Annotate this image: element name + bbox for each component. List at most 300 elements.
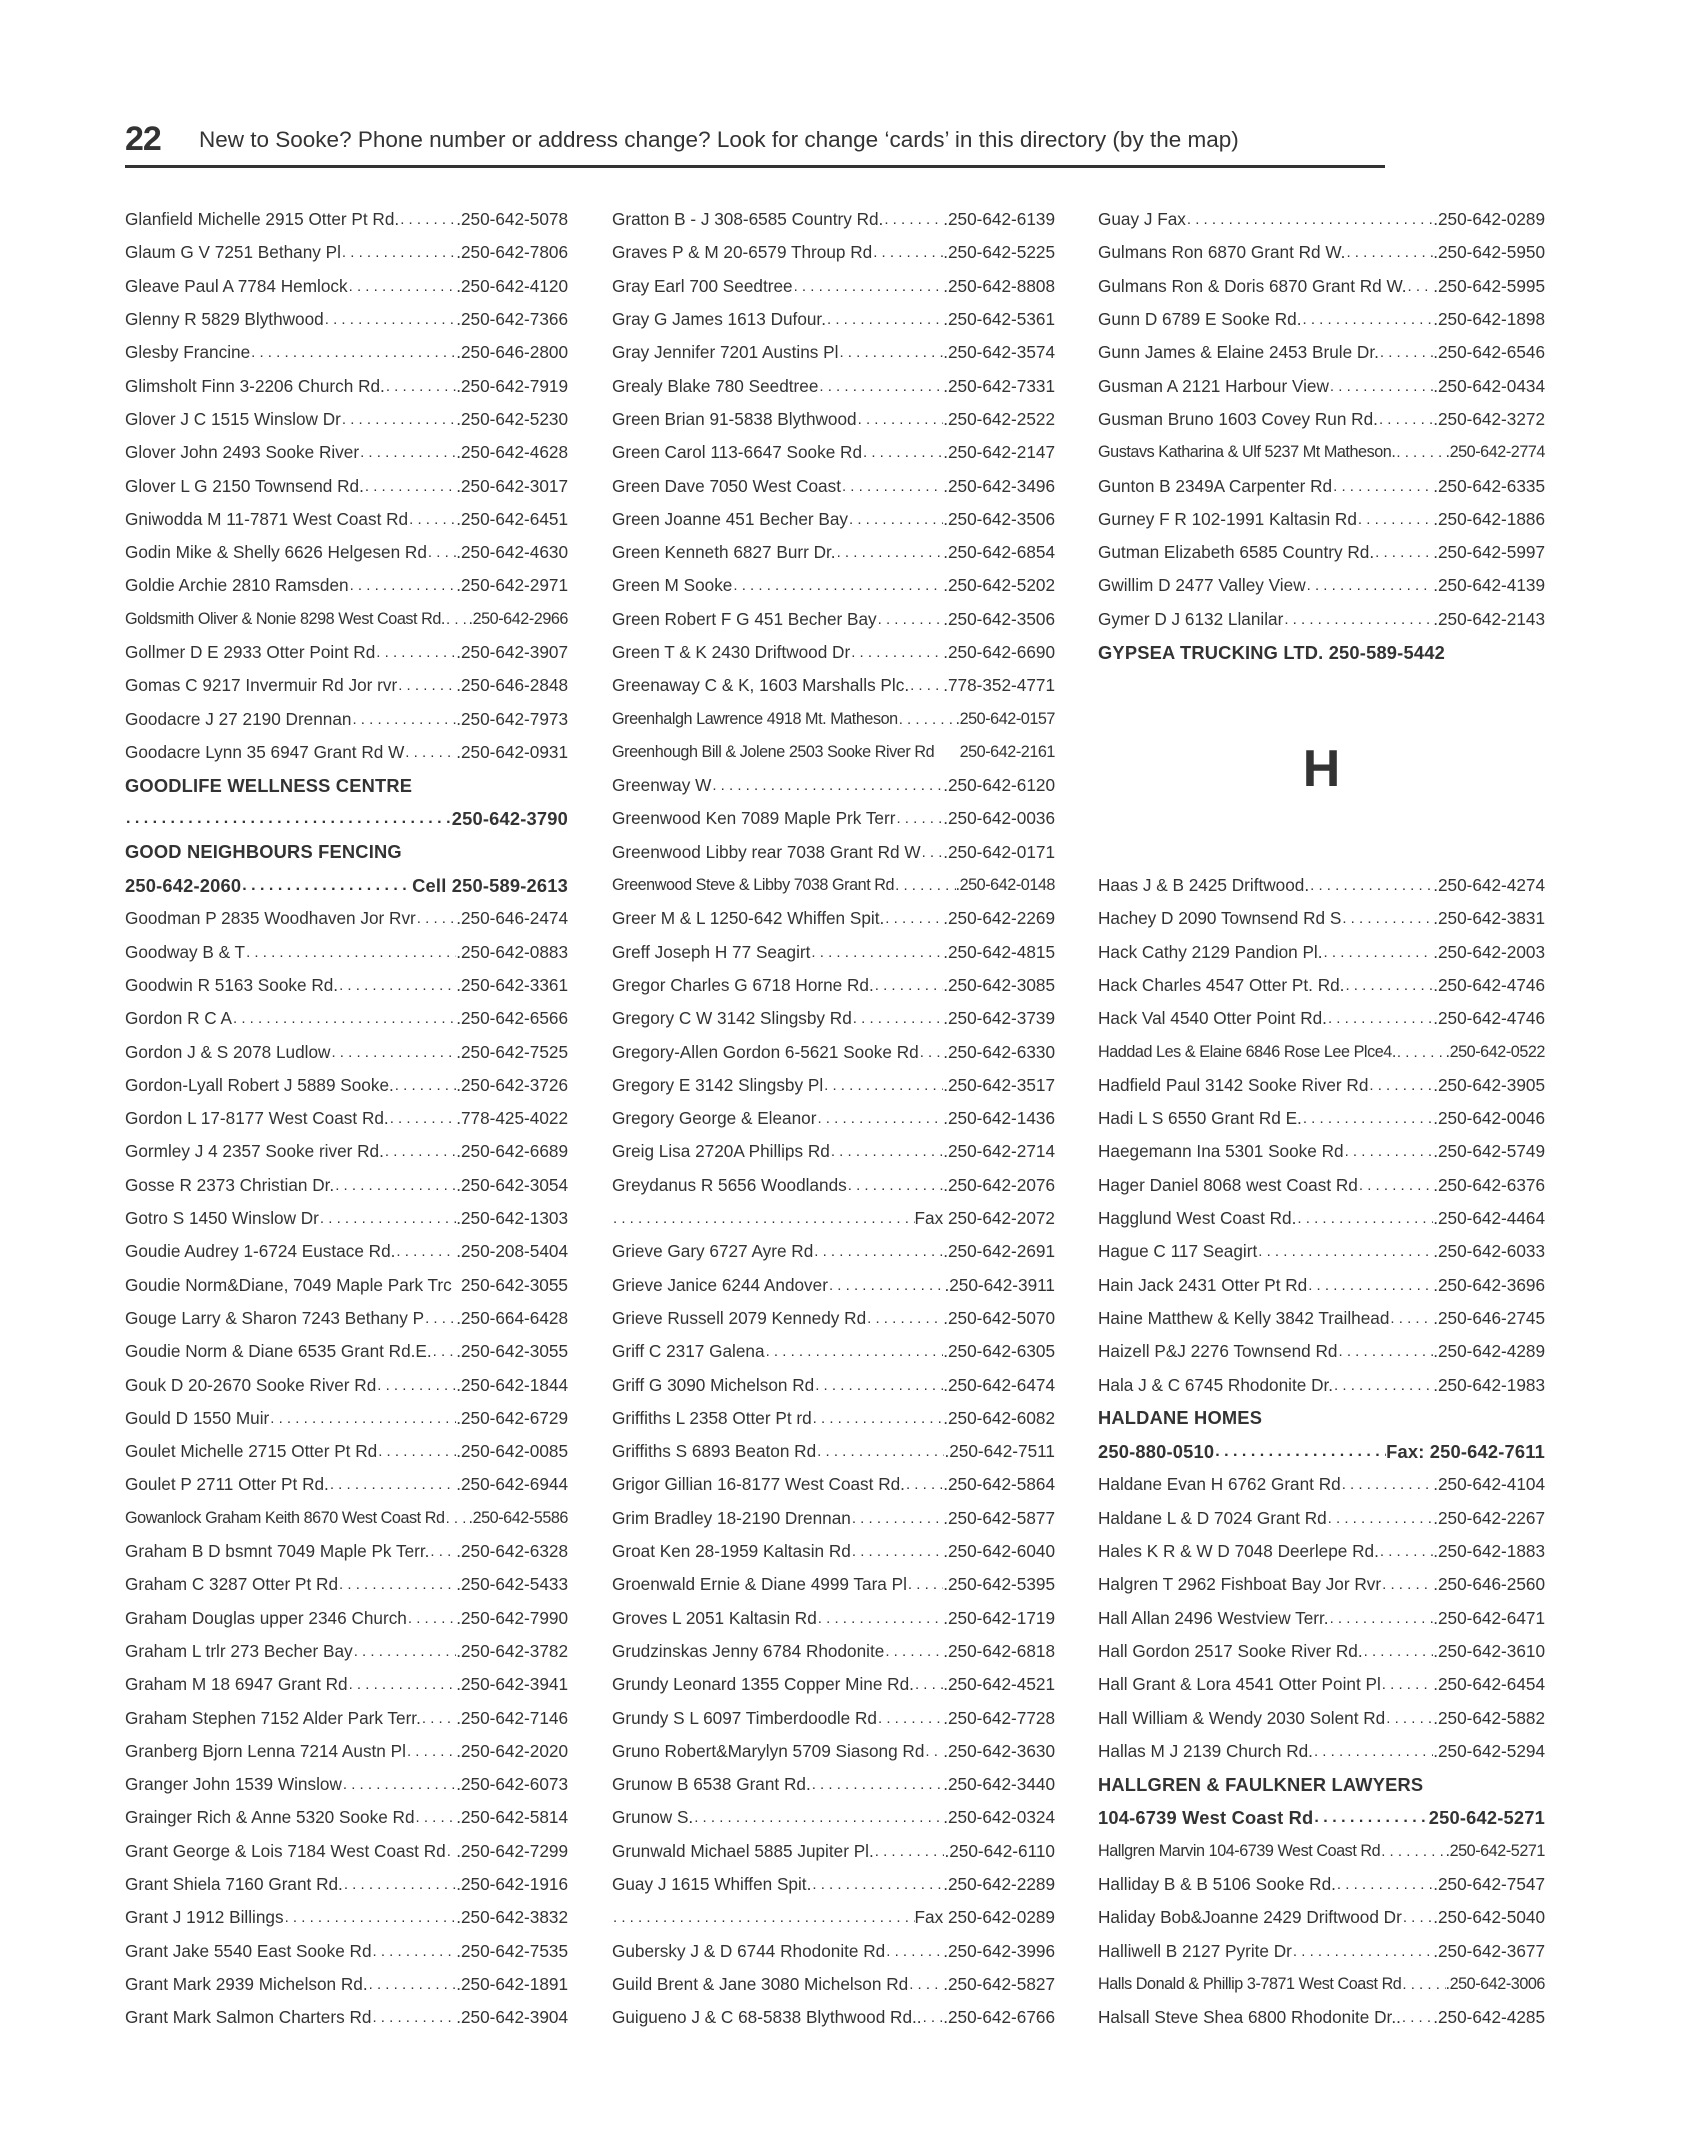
directory-listing bbox=[125, 1735, 568, 1768]
directory-listing bbox=[125, 1535, 568, 1568]
listing-phone: .250-642-6474 bbox=[943, 1374, 1055, 1395]
listing-name: Granberg Bjorn Lenna 7214 Austn Pl bbox=[125, 1740, 406, 1761]
listing-name: Greydanus R 5656 Woodlands bbox=[612, 1174, 847, 1195]
directory-listing bbox=[125, 1868, 568, 1901]
listing-name: Gowanlock Graham Keith 8670 West Coast Rd bbox=[125, 1508, 445, 1527]
listing-phone: .250-642-7146 bbox=[456, 1707, 568, 1728]
directory-listing bbox=[1098, 603, 1545, 636]
directory-listing bbox=[612, 1835, 1055, 1868]
dot-leader bbox=[1257, 1243, 1433, 1260]
directory-listing bbox=[125, 2001, 568, 2034]
listing-name: Hain Jack 2431 Otter Pt Rd bbox=[1098, 1274, 1308, 1295]
directory-listing bbox=[125, 1601, 568, 1634]
listing-phone: .250-642-3677 bbox=[1433, 1940, 1545, 1961]
listing-name: Greenaway C & K, 1603 Marshalls Plc. bbox=[612, 675, 910, 696]
listing-name: Graham Douglas upper 2346 Church bbox=[125, 1607, 407, 1628]
listing-name: Grigor Gillian 16-8177 West Coast Rd. bbox=[612, 1474, 905, 1495]
listing-name: Grieve Russell 2079 Kennedy Rd bbox=[612, 1307, 867, 1328]
listing-phone: .250-642-3085 bbox=[943, 974, 1055, 995]
directory-listing bbox=[1098, 536, 1545, 569]
dot-leader bbox=[232, 1010, 456, 1027]
listing-name: Hall William & Wendy 2030 Solent Rd bbox=[1098, 1707, 1386, 1728]
listing-name: Guigueno J & C 68-5838 Blythwood Rd.. bbox=[612, 2007, 922, 2028]
listing-name: Grunwald Michael 5885 Jupiter Pl. bbox=[612, 1840, 874, 1861]
listing-name: Haegemann Ina 5301 Sooke Rd bbox=[1098, 1141, 1344, 1162]
dot-leader bbox=[1302, 311, 1434, 328]
listing-name: Glaum G V 7251 Bethany Pl bbox=[125, 242, 341, 263]
listing-name: Gomas C 9217 Invermuir Rd Jor rvr bbox=[125, 675, 398, 696]
listing-name: Green T & K 2430 Driftwood Dr bbox=[612, 642, 851, 662]
listing-name: Godin Mike & Shelly 6626 Helgesen Rd bbox=[125, 542, 427, 563]
listing-phone: .250-642-7331 bbox=[943, 375, 1055, 396]
dot-leader bbox=[1374, 544, 1433, 561]
directory-listing bbox=[612, 1135, 1055, 1168]
listing-name: Goulet Michelle 2715 Otter Pt Rd bbox=[125, 1441, 378, 1462]
dot-leader bbox=[1385, 1710, 1433, 1727]
listing-phone: .250-642-4139 bbox=[1433, 575, 1545, 596]
dot-leader bbox=[924, 1743, 943, 1760]
listing-phone: .250-642-5361 bbox=[943, 309, 1055, 330]
listing-phone: .250-642-4746 bbox=[1433, 974, 1545, 995]
listing-name: Hack Charles 4547 Otter Pt. Rd. bbox=[1098, 974, 1345, 995]
listing-name: Goodacre Lynn 35 6947 Grant Rd W bbox=[125, 741, 405, 762]
listing-phone: .250-642-3006 bbox=[1445, 1974, 1545, 1993]
dot-leader bbox=[446, 1843, 457, 1860]
dot-leader bbox=[1401, 1976, 1445, 1993]
dot-leader bbox=[384, 1143, 456, 1160]
directory-listing bbox=[125, 636, 568, 669]
directory-listing bbox=[125, 1368, 568, 1401]
listing-phone: .250-642-0085 bbox=[456, 1441, 568, 1462]
directory-listing bbox=[612, 1701, 1055, 1734]
listing-name: Goudie Norm & Diane 6535 Grant Rd.E. bbox=[125, 1341, 432, 1362]
listing-name: Gregor Charles G 6718 Horne Rd. bbox=[612, 974, 874, 995]
listing-name: Haizell P&J 2276 Townsend Rd bbox=[1098, 1341, 1338, 1362]
listing-name: Grainger Rich & Anne 5320 Sooke Rd bbox=[125, 1807, 415, 1828]
listing-phone: .250-642-4285 bbox=[1433, 2007, 1545, 2028]
listing-phone: .250-642-0148 bbox=[955, 876, 1055, 895]
listing-phone: .250-642-2076 bbox=[943, 1174, 1055, 1195]
listing-phone: .250-642-0046 bbox=[1433, 1108, 1545, 1129]
directory-listing bbox=[125, 969, 568, 1002]
directory-listing bbox=[1098, 1668, 1545, 1701]
listing-phone: .250-642-5749 bbox=[1433, 1141, 1545, 1162]
listing-phone: .250-642-7806 bbox=[456, 242, 568, 263]
dot-leader bbox=[877, 1710, 943, 1727]
dot-leader bbox=[348, 1676, 457, 1693]
dot-leader bbox=[1380, 1843, 1445, 1860]
dot-leader bbox=[838, 344, 943, 361]
listing-phone: .250-642-3574 bbox=[943, 342, 1055, 363]
listing-name: Haas J & B 2425 Driftwood. bbox=[1098, 875, 1310, 896]
dot-leader bbox=[125, 810, 452, 828]
listing-name: Grant Shiela 7160 Grant Rd. bbox=[125, 1873, 343, 1894]
listing-phone: .250-642-2267 bbox=[1433, 1507, 1545, 1528]
directory-listing bbox=[125, 469, 568, 502]
listing-phone: .250-642-5225 bbox=[943, 242, 1055, 263]
dot-leader bbox=[1292, 1943, 1433, 1960]
dot-leader bbox=[385, 378, 456, 395]
directory-listing bbox=[612, 1202, 1055, 1235]
directory-listing bbox=[612, 902, 1055, 935]
directory-column-1 bbox=[125, 203, 568, 2034]
listing-name: 250-880-0510 bbox=[1098, 1440, 1215, 1462]
dot-leader bbox=[1402, 1909, 1433, 1926]
directory-listing bbox=[1098, 1901, 1545, 1934]
directory-listing bbox=[612, 869, 1055, 902]
listing-name: Hachey D 2090 Townsend Rd S bbox=[1098, 908, 1342, 929]
listing-phone: .250-646-2560 bbox=[1433, 1574, 1545, 1595]
section-letter-heading: H bbox=[1302, 740, 1341, 799]
listing-name: Gotro S 1450 Winslow Dr bbox=[125, 1208, 319, 1229]
dot-leader bbox=[330, 1044, 456, 1061]
directory-listing bbox=[612, 436, 1055, 469]
dot-leader bbox=[416, 910, 456, 927]
directory-listing bbox=[125, 1135, 568, 1168]
listing-phone: .250-642-6566 bbox=[456, 1008, 568, 1029]
dot-leader bbox=[284, 1909, 457, 1926]
listing-name: Hager Daniel 8068 west Coast Rd bbox=[1098, 1174, 1358, 1195]
listing-phone: .250-642-1898 bbox=[1433, 309, 1545, 330]
directory-listing bbox=[612, 1102, 1055, 1135]
dot-leader bbox=[407, 1610, 456, 1627]
listing-name: Grudzinskas Jenny 6784 Rhodonite bbox=[612, 1640, 885, 1661]
listing-name: Grieve Gary 6727 Ayre Rd bbox=[612, 1241, 814, 1262]
directory-listing bbox=[612, 569, 1055, 602]
directory-listing bbox=[1098, 203, 1545, 236]
directory-listing bbox=[612, 1368, 1055, 1401]
dot-leader bbox=[908, 1976, 943, 1993]
listing-name: Hala J & C 6745 Rhodonite Dr. bbox=[1098, 1374, 1334, 1395]
listing-name: Gordon L 17-8177 West Coast Rd. bbox=[125, 1108, 389, 1129]
listing-name: Glover John 2493 Sooke River bbox=[125, 442, 360, 463]
dot-leader bbox=[847, 1177, 943, 1194]
dot-leader bbox=[919, 1044, 944, 1061]
listing-name: Grant J 1912 Billings bbox=[125, 1907, 284, 1928]
directory-listing bbox=[612, 1934, 1055, 1967]
dot-leader bbox=[884, 910, 943, 927]
directory-listing bbox=[125, 436, 568, 469]
dot-leader bbox=[359, 444, 456, 461]
listing-phone: .250-642-7535 bbox=[456, 1940, 568, 1961]
listing-phone: .250-642-6328 bbox=[456, 1541, 568, 1562]
listing-phone: .250-642-5078 bbox=[456, 209, 568, 230]
listing-name: Green Dave 7050 West Coast bbox=[612, 475, 841, 496]
directory-listing bbox=[125, 1035, 568, 1068]
listing-phone: .250-642-6689 bbox=[456, 1141, 568, 1162]
directory-listing bbox=[1098, 936, 1545, 969]
listing-phone: .250-642-3272 bbox=[1433, 408, 1545, 429]
dot-leader bbox=[1336, 1876, 1433, 1893]
listing-phone: .250-642-3496 bbox=[943, 475, 1055, 496]
listing-name: Gouge Larry & Sharon 7243 Bethany P bbox=[125, 1307, 425, 1328]
listing-name: Greenwood Ken 7089 Maple Prk Terr bbox=[612, 808, 896, 829]
business-listing bbox=[125, 836, 568, 869]
listing-phone: .250-642-3055 bbox=[456, 1341, 568, 1362]
directory-listing bbox=[1098, 1368, 1545, 1401]
listing-phone: .250-642-3782 bbox=[456, 1640, 568, 1661]
listing-phone: .250-642-0931 bbox=[456, 741, 568, 762]
listing-name: Haddad Les & Elaine 6846 Rose Lee Plce4. bbox=[1098, 1042, 1396, 1061]
dot-leader bbox=[1341, 1476, 1434, 1493]
dot-leader bbox=[811, 1876, 943, 1893]
directory-listing bbox=[1098, 1269, 1545, 1302]
dot-leader bbox=[862, 444, 943, 461]
directory-listing bbox=[125, 303, 568, 336]
listing-phone: .250-642-8808 bbox=[943, 275, 1055, 296]
directory-listing bbox=[612, 936, 1055, 969]
directory-listing bbox=[612, 1069, 1055, 1102]
dot-leader bbox=[1329, 378, 1433, 395]
directory-listing bbox=[1098, 1202, 1545, 1235]
listing-name: Grant Jake 5540 East Sooke Rd bbox=[125, 1940, 372, 1961]
directory-listing bbox=[125, 503, 568, 536]
directory-listing bbox=[1098, 336, 1545, 369]
listing-name: Greenwood Libby rear 7038 Grant Rd W bbox=[612, 841, 921, 862]
listing-phone: .250-642-3440 bbox=[943, 1774, 1055, 1795]
dot-leader bbox=[1214, 1443, 1386, 1461]
listing-phone: .250-642-0883 bbox=[456, 941, 568, 962]
directory-listing bbox=[612, 1302, 1055, 1335]
dot-leader bbox=[612, 1909, 915, 1926]
directory-listing bbox=[612, 1502, 1055, 1535]
listing-name: Gulmans Ron 6870 Grant Rd W. bbox=[1098, 242, 1346, 263]
directory-listing bbox=[125, 236, 568, 269]
listing-phone: .250-642-5882 bbox=[1433, 1707, 1545, 1728]
directory-listing bbox=[125, 1069, 568, 1102]
listing-phone: .250-642-1844 bbox=[456, 1374, 568, 1395]
listing-phone: .250-642-2003 bbox=[1433, 941, 1545, 962]
dot-leader bbox=[1309, 877, 1433, 894]
business-listing bbox=[1098, 1801, 1545, 1834]
listing-name: Goodway B & T bbox=[125, 941, 246, 962]
directory-listing bbox=[125, 1235, 568, 1268]
listing-phone: .250-642-6335 bbox=[1433, 475, 1545, 496]
directory-listing bbox=[125, 1335, 568, 1368]
dot-leader bbox=[348, 278, 457, 295]
listing-phone: .250-642-7511 bbox=[944, 1441, 1055, 1462]
listing-name: Graves P & M 20-6579 Throup Rd bbox=[612, 242, 873, 263]
dot-leader bbox=[905, 1476, 943, 1493]
directory-listing bbox=[612, 236, 1055, 269]
directory-listing bbox=[612, 802, 1055, 835]
header-notice: New to Sooke? Phone number or address change? Look for change ‘cards’ in this directory (by the map) bbox=[199, 127, 1239, 152]
listing-phone: .250-642-1891 bbox=[456, 1973, 568, 1994]
directory-listing bbox=[125, 1635, 568, 1668]
listing-phone: .250-642-4464 bbox=[1433, 1208, 1545, 1229]
dot-leader bbox=[811, 1776, 943, 1793]
listing-phone: .250-642-7728 bbox=[943, 1707, 1055, 1728]
listing-name: Grundy Leonard 1355 Copper Mine Rd. bbox=[612, 1674, 914, 1695]
directory-listing bbox=[1098, 2001, 1545, 2034]
listing-phone: .250-642-4746 bbox=[1433, 1008, 1545, 1029]
listing-name: Gruno Robert&Marylyn 5709 Siasong Rd bbox=[612, 1740, 925, 1761]
listing-name: Gray Earl 700 Seedtree bbox=[612, 275, 793, 296]
directory-listing bbox=[612, 603, 1055, 636]
dot-leader bbox=[851, 1510, 943, 1527]
directory-listing bbox=[125, 1968, 568, 2001]
dot-leader bbox=[1395, 444, 1445, 461]
business-listing bbox=[1098, 1768, 1545, 1801]
listing-name: Gregory-Allen Gordon 6-5621 Sooke Rd bbox=[612, 1041, 919, 1062]
directory-listing bbox=[125, 403, 568, 436]
listing-phone: .250-642-0522 bbox=[1445, 1042, 1545, 1061]
listing-name: Graham M 18 6947 Grant Rd bbox=[125, 1674, 348, 1695]
dot-leader bbox=[814, 1377, 943, 1394]
directory-listing bbox=[125, 1801, 568, 1834]
listing-phone: .250-642-6546 bbox=[1433, 342, 1545, 363]
listing-phone: .250-642-7919 bbox=[456, 375, 568, 396]
dot-leader bbox=[836, 544, 944, 561]
dot-leader bbox=[376, 1377, 456, 1394]
directory-listing bbox=[612, 1002, 1055, 1035]
dot-leader bbox=[1401, 2009, 1433, 2026]
dot-leader bbox=[852, 1010, 943, 1027]
directory-listing bbox=[1098, 503, 1545, 536]
listing-name: Hagglund West Coast Rd. bbox=[1098, 1208, 1297, 1229]
listing-phone: .250-642-1303 bbox=[456, 1208, 568, 1229]
dot-leader bbox=[1358, 1177, 1433, 1194]
listing-phone: .250-642-2147 bbox=[943, 442, 1055, 463]
listing-phone: .250-642-5040 bbox=[1433, 1907, 1545, 1928]
dot-leader bbox=[826, 311, 943, 328]
listing-phone: 250-642-3790 bbox=[451, 807, 568, 829]
listing-name: Gusman A 2121 Harbour View bbox=[1098, 375, 1329, 396]
directory-listing bbox=[612, 369, 1055, 402]
directory-listing bbox=[612, 702, 1055, 735]
listing-phone: .250-642-5995 bbox=[1433, 275, 1545, 296]
directory-listing bbox=[125, 669, 568, 702]
dot-leader bbox=[810, 944, 943, 961]
listing-phone: .250-642-6305 bbox=[943, 1341, 1055, 1362]
dot-leader bbox=[1389, 1310, 1433, 1327]
listing-phone: .250-646-2745 bbox=[1433, 1307, 1545, 1328]
directory-listing bbox=[125, 702, 568, 735]
dot-leader bbox=[1306, 577, 1434, 594]
dot-leader bbox=[1396, 1044, 1446, 1061]
directory-listing bbox=[1098, 1635, 1545, 1668]
listing-phone: .250-642-5271 bbox=[1445, 1841, 1545, 1860]
listing-name: Halsall Steve Shea 6800 Rhodonite Dr.. bbox=[1098, 2007, 1401, 2028]
listing-name: Gustavs Katharina & Ulf 5237 Mt Matheson. bbox=[1098, 443, 1396, 462]
dot-leader bbox=[351, 711, 456, 728]
listing-phone: .250-642-4521 bbox=[943, 1674, 1055, 1695]
dot-leader bbox=[1333, 1377, 1433, 1394]
directory-listing bbox=[1098, 1302, 1545, 1335]
listing-name: Guay J 1615 Whiffen Spit. bbox=[612, 1873, 812, 1894]
dot-leader bbox=[817, 1610, 943, 1627]
directory-listing bbox=[612, 1668, 1055, 1701]
dot-leader bbox=[1344, 1143, 1434, 1160]
listing-phone: .250-642-2691 bbox=[943, 1241, 1055, 1262]
directory-listing bbox=[1098, 969, 1545, 1002]
dot-leader bbox=[711, 777, 943, 794]
listing-name: Green Carol 113-6647 Sooke Rd bbox=[612, 442, 863, 463]
listing-name: Gordon-Lyall Robert J 5889 Sooke. bbox=[125, 1074, 394, 1095]
listing-phone: .250-642-6454 bbox=[1433, 1674, 1545, 1695]
dot-leader bbox=[732, 577, 943, 594]
listing-phone: 250-642-3055 bbox=[460, 1274, 568, 1295]
dot-leader bbox=[857, 411, 944, 428]
dot-leader bbox=[395, 1243, 456, 1260]
directory-listing bbox=[1098, 1835, 1545, 1868]
dot-leader bbox=[1345, 244, 1433, 261]
listing-name: Grim Bradley 18-2190 Drennan bbox=[612, 1507, 851, 1528]
listing-name: Hall Grant & Lora 4541 Otter Point Pl bbox=[1098, 1674, 1381, 1695]
listing-name: Glover L G 2150 Townsend Rd. bbox=[125, 475, 364, 496]
dot-leader bbox=[334, 1177, 456, 1194]
listing-phone: .250-642-4104 bbox=[1433, 1474, 1545, 1495]
listing-name: Hallgren Marvin 104-6739 West Coast Rd bbox=[1098, 1841, 1381, 1860]
directory-listing bbox=[125, 1169, 568, 1202]
directory-listing bbox=[125, 1269, 568, 1302]
dot-leader bbox=[877, 611, 944, 628]
listing-phone: .250-642-6451 bbox=[456, 508, 568, 529]
listing-name: Hague C 117 Seagirt bbox=[1098, 1241, 1258, 1262]
listing-phone: .778-425-4022 bbox=[456, 1108, 568, 1129]
listing-name: Gray Jennifer 7201 Austins Pl bbox=[612, 342, 839, 363]
listing-phone: .250-642-0434 bbox=[1433, 375, 1545, 396]
listing-phone: .250-642-5997 bbox=[1433, 542, 1545, 563]
listing-phone: .250-642-5950 bbox=[1433, 242, 1545, 263]
listing-phone: .250-642-7525 bbox=[456, 1041, 568, 1062]
listing-name: Halliwell B 2127 Pyrite Dr bbox=[1098, 1940, 1292, 1961]
listing-phone: .250-642-4289 bbox=[1433, 1341, 1545, 1362]
listing-name: 250-642-2060 bbox=[125, 874, 242, 896]
directory-listing bbox=[1098, 236, 1545, 269]
dot-leader bbox=[883, 211, 943, 228]
listing-name: Gwillim D 2477 Valley View bbox=[1098, 575, 1306, 596]
listing-name: Goulet P 2711 Otter Pt Rd. bbox=[125, 1474, 329, 1495]
header-divider bbox=[125, 165, 1385, 168]
directory-listing bbox=[125, 1202, 568, 1235]
directory-listing bbox=[1098, 1601, 1545, 1634]
listing-phone: .250-642-6139 bbox=[943, 209, 1055, 230]
dot-leader bbox=[895, 810, 943, 827]
dot-leader bbox=[389, 1110, 457, 1127]
dot-leader bbox=[1302, 1110, 1433, 1127]
listing-name: Greer M & L 1250-642 Whiffen Spit. bbox=[612, 908, 885, 929]
directory-listing bbox=[1098, 1502, 1545, 1535]
column-3-g-entries bbox=[1098, 203, 1545, 669]
listing-phone: .250-642-6766 bbox=[943, 2007, 1055, 2028]
dot-leader bbox=[898, 711, 956, 728]
dot-leader bbox=[394, 1077, 456, 1094]
dot-leader bbox=[445, 1510, 469, 1527]
directory-listing bbox=[612, 1435, 1055, 1468]
directory-listing bbox=[612, 303, 1055, 336]
directory-listing bbox=[612, 469, 1055, 502]
directory-listing bbox=[125, 1435, 568, 1468]
directory-listing bbox=[125, 1934, 568, 1967]
dot-leader bbox=[269, 1410, 456, 1427]
listing-phone: .250-642-6330 bbox=[943, 1041, 1055, 1062]
directory-column-2 bbox=[612, 203, 1055, 2034]
listing-name: Groenwald Ernie & Diane 4999 Tara Pl bbox=[612, 1574, 907, 1595]
listing-name: Granger John 1539 Winslow bbox=[125, 1774, 342, 1795]
listing-phone: .250-642-0036 bbox=[943, 808, 1055, 829]
directory-listing bbox=[1098, 303, 1545, 336]
listing-phone: .250-642-4815 bbox=[943, 941, 1055, 962]
listing-phone: .250-642-5814 bbox=[456, 1807, 568, 1828]
directory-listing bbox=[612, 1235, 1055, 1268]
dot-leader bbox=[415, 1809, 457, 1826]
dot-leader bbox=[818, 378, 943, 395]
listing-phone: .250-642-6082 bbox=[943, 1407, 1055, 1428]
directory-listing bbox=[612, 1269, 1055, 1302]
directory-listing bbox=[1098, 1135, 1545, 1168]
listing-name: Gregory E 3142 Slingsby Pl bbox=[612, 1074, 824, 1095]
